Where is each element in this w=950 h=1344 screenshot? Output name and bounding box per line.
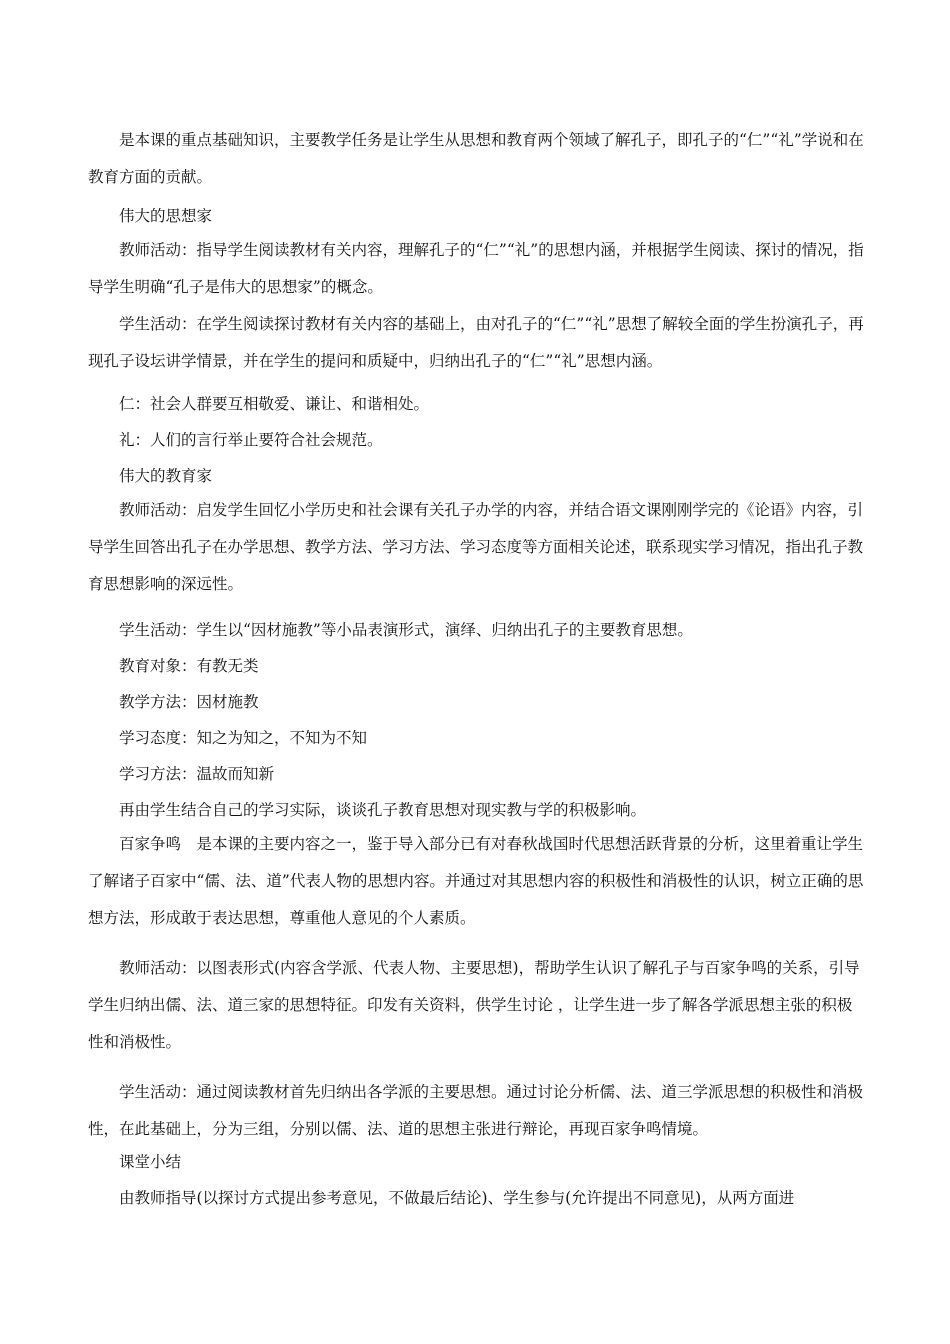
reflection-paragraph: 再由学生结合自己的学习实际，谈谈孔子教育思想对现实教与学的积极影响。 <box>119 801 647 819</box>
intro-paragraph: 是本课的重点基础知识，主要教学任务是让学生从思想和教育两个领域了解孔子，即孔子的“仁”“礼”学说和在教育方面的贡献。 <box>88 131 864 186</box>
teacher-activity-paragraph: 教师活动：以图表形式(内容含学派、代表人物、主要思想)，帮助学生认识了解孔子与百家争鸣的关系，引导学生归纳出儒、法、道三家的思想特征。印发有关资料，供学生讨论 ，让学生进一步了解各学派思想主张的积极性和消极性。 <box>88 959 860 1051</box>
education-target: 教育对象：有教无类 <box>119 657 259 675</box>
li-definition: 礼：人们的言行举止要符合社会规范。 <box>119 431 383 449</box>
student-activity-paragraph: 学生活动：学生以“因材施教”等小品表演形式，演绎、归纳出孔子的主要教育思想。 <box>119 621 693 639</box>
teacher-activity-paragraph: 教师活动：指导学生阅读教材有关内容，理解孔子的“仁”“礼”的思想内涵，并根据学生阅读、探讨的情况，指导学生明确“孔子是伟大的思想家”的概念。 <box>88 241 864 296</box>
teaching-method: 教学方法：因材施教 <box>119 693 259 711</box>
ren-definition: 仁：社会人群要互相敬爱、谦让、和谐相处。 <box>119 395 430 413</box>
section-heading-summary: 课堂小结 <box>119 1153 182 1171</box>
student-activity-paragraph: 学生活动：在学生阅读探讨教材有关内容的基础上，由对孔子的“仁”“礼”思想了解较全面的学生扮演孔子，再现孔子设坛讲学情景，并在学生的提问和质疑中，归纳出孔子的“仁”“礼”思想内涵。 <box>88 315 864 370</box>
student-activity-paragraph: 学生活动：通过阅读教材首先归纳出各学派的主要思想。通过讨论分析儒、法、道三学派思想的积极性和消极性，在此基础上，分为三组，分别以儒、法、道的思想主张进行辩论，再现百家争鸣情境。 <box>88 1083 864 1138</box>
teacher-activity-paragraph: 教师活动：启发学生回忆小学历史和社会课有关孔子办学的内容，并结合语文课刚刚学完的《论语》内容，引导学生回答出孔子在办学思想、教学方法、学习方法、学习态度等方面相关论述，联系现实学习情况，指出孔子教育思想影响的深远性。 <box>88 501 864 593</box>
summary-paragraph: 由教师指导(以探讨方式提出参考意见，不做最后结论)、学生参与(允许提出不同意见)，从两方面进 <box>119 1189 795 1207</box>
learning-attitude: 学习态度：知之为知之，不知为不知 <box>119 729 368 747</box>
section-heading-thinker: 伟大的思想家 <box>119 207 213 225</box>
learning-method: 学习方法：温故而知新 <box>119 765 275 783</box>
section-heading-educator: 伟大的教育家 <box>119 467 213 485</box>
hundred-schools-paragraph: 百家争鸣 是本课的主要内容之一，鉴于导入部分已有对春秋战国时代思想活跃背景的分析，这里着重让学生了解诸子百家中“儒、法、道”代表人物的思想内容。并通过对其思想内容的积极性和消极性的认识，树立正确的思想方法，形成敢于表达思想，尊重他人意见的个人素质。 <box>88 835 864 927</box>
